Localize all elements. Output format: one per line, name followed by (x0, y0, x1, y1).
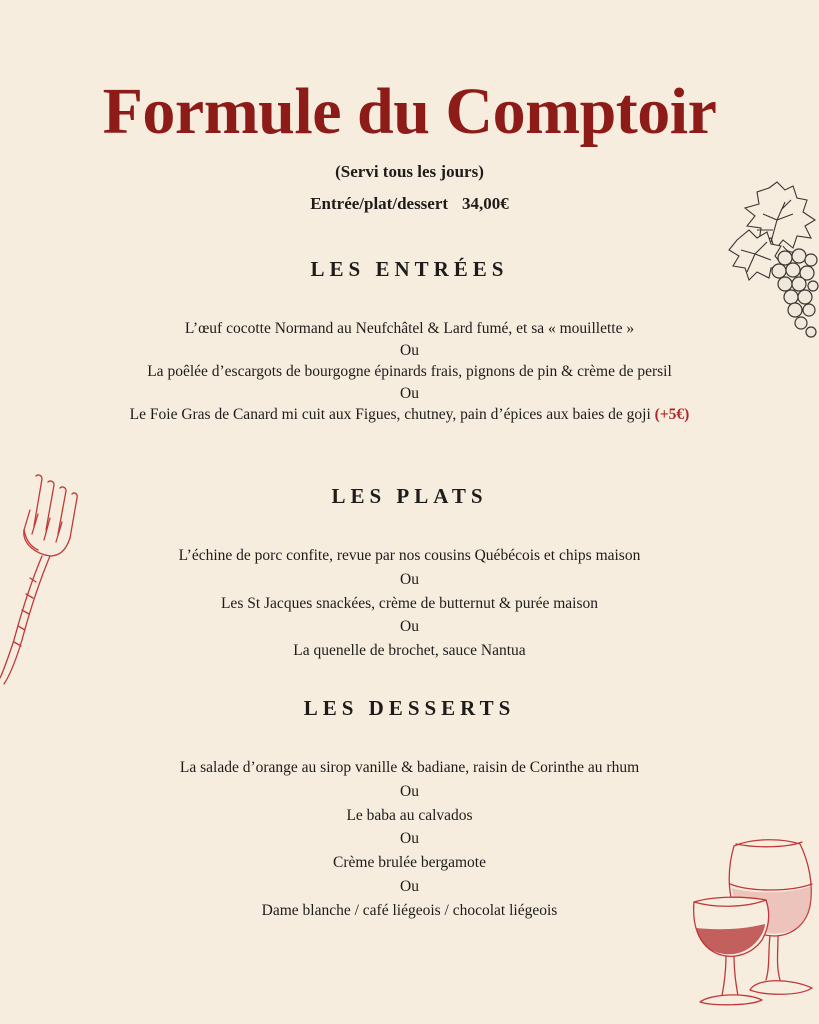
plat-item: L’échine de porc confite, revue par nos cousins Québécois et chips maison (178, 547, 641, 564)
or-separator: Ou (400, 830, 419, 848)
entree-item-text: Le Foie Gras de Canard mi cuit aux Figues, chutney, pain d’épices aux baies de goji (129, 406, 651, 423)
entree-item: L’œuf cocotte Normand au Neufchâtel & Lard fumé, et sa « mouillette » (184, 320, 635, 337)
or-separator: Ou (400, 782, 419, 800)
section-heading-desserts: LES DESSERTS (303, 696, 516, 720)
dessert-item: Le baba au calvados (346, 806, 473, 824)
or-separator: Ou (400, 570, 419, 588)
section-heading-plats: LES PLATS (331, 484, 488, 508)
or-separator: Ou (400, 384, 419, 402)
menu-subtitle: (Servi tous les jours) (335, 162, 484, 181)
plat-item: La quenelle de brochet, sauce Nantua (293, 642, 526, 660)
formula-pricing (0, 194, 819, 214)
entrees-list (0, 318, 819, 426)
or-separator: Ou (400, 341, 419, 359)
plat-item: Les St Jacques snackées, crème de butternut & purée maison (220, 594, 599, 612)
or-separator: Ou (400, 618, 419, 636)
plats-list (0, 544, 819, 663)
grapes-icon (727, 180, 819, 342)
dessert-item: Crème brulée bergamote (333, 854, 486, 872)
dessert-item: Dame blanche / café liégeois / chocolat liégeois (261, 901, 558, 919)
wine-glasses-icon (690, 836, 819, 1008)
section-heading-entrees: LES ENTRÉES (310, 257, 509, 281)
dessert-item: La salade d’orange au sirop vanille & badiane, raisin de Corinthe au rhum (179, 759, 640, 776)
supplement-price: (+5€) (654, 406, 690, 423)
or-separator: Ou (400, 877, 419, 895)
entree-item: La poêlée d’escargots de bourgogne épinards frais, pignons de pin & crème de persil (147, 363, 672, 380)
formula-label: Entrée/plat/dessert (310, 194, 449, 213)
fork-icon (0, 470, 90, 685)
menu-title: Formule du Comptoir (102, 75, 717, 148)
entree-item (0, 404, 819, 426)
formula-price: 34,00€ (462, 194, 509, 213)
